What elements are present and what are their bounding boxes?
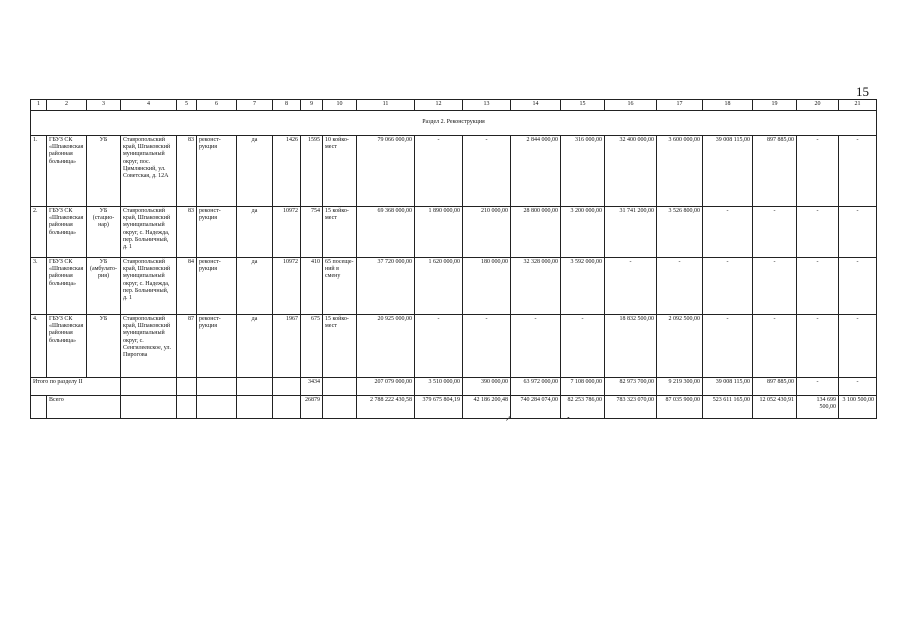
cell-col-13: 180 000,00 <box>463 258 511 315</box>
facility-type: УБ <box>87 136 121 207</box>
cell-col-18: - <box>703 207 753 258</box>
total-col-15: 7 108 000,00 <box>561 378 605 396</box>
cell-col-11: 20 925 000,00 <box>357 315 415 378</box>
total-col-13: 390 000,00 <box>463 378 511 396</box>
grand-col-19: 12 052 430,91 <box>753 396 797 419</box>
cell-col-19: 897 885,00 <box>753 136 797 207</box>
cell-col-17: 2 092 500,00 <box>657 315 703 378</box>
total-col-18: 39 008 115,00 <box>703 378 753 396</box>
cell-col-7: да <box>237 258 273 315</box>
cell-col-12: 1 890 000,00 <box>415 207 463 258</box>
work-type: реконст-рукция <box>197 258 237 315</box>
cell-col-21: - <box>839 136 877 207</box>
cell-col-5: 83 <box>177 207 197 258</box>
cell-col-16: 18 832 500,00 <box>605 315 657 378</box>
cell-col-8: 10972 <box>273 207 301 258</box>
cell-col-16: - <box>605 258 657 315</box>
total-col-21: - <box>839 378 877 396</box>
cell-col-12: 1 620 000,00 <box>415 258 463 315</box>
work-type: реконст-рукция <box>197 315 237 378</box>
cell-col-8: 1426 <box>273 136 301 207</box>
cell-col-16: 32 400 000,00 <box>605 136 657 207</box>
grand-col-20: 134 699 500,00 <box>797 396 839 419</box>
column-number: 14 <box>511 100 561 111</box>
dot-mark-icon: • <box>567 414 570 423</box>
page-number: 15 <box>856 84 869 99</box>
column-number: 13 <box>463 100 511 111</box>
pen-marks <box>505 414 595 428</box>
cell-col-14: 28 800 000,00 <box>511 207 561 258</box>
grand-col-14: 740 284 074,00 <box>511 396 561 419</box>
grand-total-row <box>31 396 877 419</box>
grand-col-18: 523 611 165,00 <box>703 396 753 419</box>
cell-col-16: 31 741 200,00 <box>605 207 657 258</box>
column-number: 4 <box>121 100 177 111</box>
capacity: 15 койко-мест <box>323 315 357 378</box>
cell-col-5: 87 <box>177 315 197 378</box>
cell-col-15: 3 200 000,00 <box>561 207 605 258</box>
column-number: 11 <box>357 100 415 111</box>
column-number: 19 <box>753 100 797 111</box>
column-number: 16 <box>605 100 657 111</box>
cell-col-21: - <box>839 258 877 315</box>
column-number: 2 <box>47 100 87 111</box>
cell-col-17: 3 600 000,00 <box>657 136 703 207</box>
institution-name: ГБУЗ СК «Шпаковская районная больница» <box>47 207 87 258</box>
cell-col-14: 32 328 000,00 <box>511 258 561 315</box>
cell-col-20: - <box>797 258 839 315</box>
section-total-row <box>31 378 877 396</box>
facility-type: УБ (амбулато-рия) <box>87 258 121 315</box>
column-number: 7 <box>237 100 273 111</box>
column-number: 15 <box>561 100 605 111</box>
section-title: Раздел 2. Реконструкция <box>31 111 877 136</box>
cell-col-18: - <box>703 258 753 315</box>
grand-col-11: 2 788 222 430,58 <box>357 396 415 419</box>
work-type: реконст-рукция <box>197 207 237 258</box>
grand-col-15: 82 253 786,00 <box>561 396 605 419</box>
cell-col-13: 210 000,00 <box>463 207 511 258</box>
total-col-19: 897 885,00 <box>753 378 797 396</box>
cell-col-15: - <box>561 315 605 378</box>
total-col-9: 3434 <box>301 378 323 396</box>
column-number: 3 <box>87 100 121 111</box>
column-number: 1 <box>31 100 47 111</box>
cell-col-11: 69 368 000,00 <box>357 207 415 258</box>
total-col-12: 3 510 000,00 <box>415 378 463 396</box>
cell-col-19: - <box>753 315 797 378</box>
column-number: 9 <box>301 100 323 111</box>
grand-col-9: 26879 <box>301 396 323 419</box>
total-col-14: 63 972 000,00 <box>511 378 561 396</box>
cell-col-7: да <box>237 207 273 258</box>
total-col-20: - <box>797 378 839 396</box>
cell-col-15: 3 592 000,00 <box>561 258 605 315</box>
cell-col-5: 84 <box>177 258 197 315</box>
table-row <box>31 258 877 315</box>
grand-col-12: 379 675 804,19 <box>415 396 463 419</box>
column-number: 21 <box>839 100 877 111</box>
cell-col-8: 10972 <box>273 258 301 315</box>
facility-type: УБ (стацио-нар) <box>87 207 121 258</box>
cell-col-11: 79 066 000,00 <box>357 136 415 207</box>
column-number: 8 <box>273 100 301 111</box>
cell-col-9: 1595 <box>301 136 323 207</box>
cell-col-9: 754 <box>301 207 323 258</box>
cell-col-7: да <box>237 315 273 378</box>
column-number: 12 <box>415 100 463 111</box>
grand-col-13: 42 186 200,48 <box>463 396 511 419</box>
capacity: 65 посеще-ний в смену <box>323 258 357 315</box>
column-number: 18 <box>703 100 753 111</box>
table-row <box>31 136 877 207</box>
cell-col-11: 37 720 000,00 <box>357 258 415 315</box>
column-number: 17 <box>657 100 703 111</box>
column-number-row <box>31 100 877 111</box>
cell-col-19: - <box>753 258 797 315</box>
cell-col-8: 1967 <box>273 315 301 378</box>
grand-col-21: 3 100 500,00 <box>839 396 877 419</box>
cell-col-12: - <box>415 136 463 207</box>
total-col-17: 9 219 300,00 <box>657 378 703 396</box>
address: Ставропольский край, Шпаковский муниципальный округ, пос. Цимлянский, ул. Советская, д. 12А <box>121 136 177 207</box>
total-col-16: 82 973 700,00 <box>605 378 657 396</box>
cell-col-12: - <box>415 315 463 378</box>
cell-col-18: 39 008 115,00 <box>703 136 753 207</box>
address: Ставропольский край, Шпаковский муниципальный округ, с. Надежда, пер. Больничный, д. 1 <box>121 258 177 315</box>
arrow-mark-icon: ↗ <box>505 414 512 423</box>
work-type: реконст-рукция <box>197 136 237 207</box>
grand-col-17: 87 035 900,00 <box>657 396 703 419</box>
cell-col-13: - <box>463 315 511 378</box>
cell-col-15: 316 000,00 <box>561 136 605 207</box>
institution-name: ГБУЗ СК «Шпаковская районная больница» <box>47 136 87 207</box>
column-number: 5 <box>177 100 197 111</box>
cell-col-20: - <box>797 315 839 378</box>
cell-col-5: 83 <box>177 136 197 207</box>
grand-total-label: Всего <box>47 396 121 419</box>
cell-col-20: - <box>797 207 839 258</box>
cell-col-20: - <box>797 136 839 207</box>
row-number: 3. <box>31 258 47 315</box>
institution-name: ГБУЗ СК «Шпаковская районная больница» <box>47 315 87 378</box>
address: Ставропольский край, Шпаковский муниципальный округ, с. Сенгилеевское, ул. Пирогова <box>121 315 177 378</box>
cell-col-14: - <box>511 315 561 378</box>
cell-col-21: - <box>839 207 877 258</box>
row-number: 4. <box>31 315 47 378</box>
institution-name: ГБУЗ СК «Шпаковская районная больница» <box>47 258 87 315</box>
cell-col-14: 2 844 000,00 <box>511 136 561 207</box>
cell-col-13: - <box>463 136 511 207</box>
section-total-label: Итого по разделу II <box>31 378 121 396</box>
section-title-row <box>31 111 877 136</box>
column-number: 10 <box>323 100 357 111</box>
reconstruction-table <box>30 99 877 419</box>
cell-col-9: 410 <box>301 258 323 315</box>
address: Ставропольский край, Шпаковский муниципальный округ, с. Надежда, пер. Больничный, д. 1 <box>121 207 177 258</box>
column-number: 20 <box>797 100 839 111</box>
column-number: 6 <box>197 100 237 111</box>
cell-col-18: - <box>703 315 753 378</box>
capacity: 10 койко-мест <box>323 136 357 207</box>
cell-col-17: - <box>657 258 703 315</box>
facility-type: УБ <box>87 315 121 378</box>
grand-col-16: 783 323 070,00 <box>605 396 657 419</box>
cell-col-19: - <box>753 207 797 258</box>
total-col-11: 207 079 000,00 <box>357 378 415 396</box>
cell-col-21: - <box>839 315 877 378</box>
cell-col-9: 675 <box>301 315 323 378</box>
capacity: 15 койко-мест <box>323 207 357 258</box>
cell-col-7: да <box>237 136 273 207</box>
table-row <box>31 315 877 378</box>
row-number: 1. <box>31 136 47 207</box>
row-number: 2. <box>31 207 47 258</box>
table-row <box>31 207 877 258</box>
cell-col-17: 3 526 800,00 <box>657 207 703 258</box>
